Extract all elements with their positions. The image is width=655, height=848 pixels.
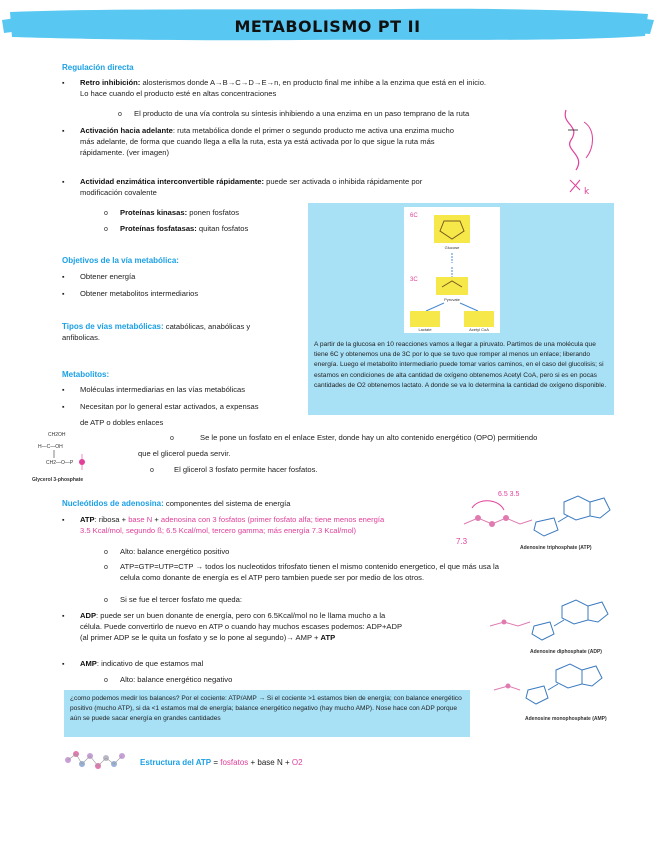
bullet: ▪ <box>62 661 65 668</box>
metabolito-item: Necesitan por lo general estar activados, a expensas <box>80 402 259 411</box>
svg-text:H—C—OH: H—C—OH <box>38 444 63 450</box>
bullet: ▪ <box>62 613 65 620</box>
atp-molecule-model <box>60 744 134 776</box>
fosfatasas-line <box>120 224 248 235</box>
amp-caption: Adenosine monophosphate (AMP) <box>525 716 607 722</box>
atp-paragraph <box>80 515 460 537</box>
adp-text2: célula. Puede convertirlo de nuevo en ATP o cuando hay muchos escases podemos: ADP+ADP <box>80 621 403 631</box>
bullet: ▪ <box>62 128 65 135</box>
sub-bullet: o <box>118 111 122 118</box>
glycolysis-figure <box>404 207 500 333</box>
activacion-paragraph <box>80 126 550 158</box>
atp-sub2 <box>120 562 600 584</box>
sub-bullet: o <box>104 677 108 684</box>
actividad-label: Actividad enzimática interconvertible rápidamente: <box>80 177 264 186</box>
atp-caption: Adenosine triphosphate (ATP) <box>520 545 592 551</box>
amp-text: : indicativo de que estamos mal <box>96 659 204 668</box>
svg-text:CH2—O—P: CH2—O—P <box>46 460 74 466</box>
heading-tipos: Tipos de vías metabólicas: <box>62 322 164 331</box>
objetivo-item: Obtener energía <box>80 272 136 281</box>
sub-bullet: o <box>104 210 108 217</box>
retro-sub: El producto de una vía controla su síntesis inhibiendo a una enzima en un paso temprano de la ruta <box>134 109 470 118</box>
acetyl-label: Acetyl CoA <box>469 327 489 332</box>
svg-text:k: k <box>584 187 590 197</box>
activacion-text3: rápidamente. (ver imagen) <box>80 147 170 157</box>
metabolito-sub1b: que el glicerol pueda servir. <box>138 449 231 458</box>
atp-sub2b-text: celula como donante de energía es el ATP pero tambien puede ser por medio de los otros. <box>120 572 425 582</box>
estructura-label: Estructura del ATP <box>140 758 212 767</box>
pyruvate-label: Pyruvate <box>444 297 460 302</box>
sub-bullet: o <box>104 597 108 604</box>
atp-sub1: Alto: balance energético positivo <box>120 547 230 556</box>
metabolito-sub2: El glicerol 3 fosfato permite hacer fosfatos. <box>174 465 318 474</box>
annot-energies: 6.5 3.5 <box>498 491 520 498</box>
retro-text2: Lo hace cuando el producto esté en altas concentraciones <box>80 88 277 98</box>
atp-label: ATP <box>80 515 95 524</box>
activacion-text2: más adelante, de forma que cuando llega a ella la ruta, esta ya está activada por lo que sigue la ruta más <box>80 136 435 146</box>
sub-bullet: o <box>104 549 108 556</box>
kinasas-line <box>120 208 239 219</box>
bullet: ▪ <box>62 387 65 394</box>
estructura-eq: = <box>211 758 221 767</box>
page-title: METABOLISMO PT II <box>234 17 421 36</box>
bullet: ▪ <box>62 274 65 281</box>
atp-sub2-text: ATP=GTP=UTP=CTP → todos los nucleotidos trifosfato tienen el mismo contenido energetico, el que más usa la <box>120 562 499 571</box>
metabolito-sub1 <box>200 433 630 444</box>
amp-structure-figure <box>488 660 618 712</box>
glycerol-3-phosphate-figure <box>32 428 112 478</box>
fosfatasas-label: Proteínas fosfatasas: <box>120 224 197 233</box>
annot-gamma: 7.3 <box>456 537 468 546</box>
estructura-o2: O2 <box>291 758 303 767</box>
adp-label: ADP <box>80 611 97 620</box>
metabolito-sub1-text: Se le pone un fosfato en el enlace Ester, donde hay un alto contenido energético (OPO) permitiendo <box>200 433 538 442</box>
fosfatasas-text: quitan fosfatos <box>196 224 249 233</box>
kinasas-label: Proteínas kinasas: <box>120 208 188 217</box>
heading-nucleotidos: Nucleótidos de adenosina: <box>62 499 164 508</box>
kinasas-text: ponen fosfatos <box>187 208 240 217</box>
actividad-text2: modificación covalente <box>80 187 157 197</box>
activacion-text: : ruta metabólica donde el primer o segundo producto me activa una enzima mucho <box>172 126 454 135</box>
lactate-label: Lactate <box>418 327 432 332</box>
retro-label: Retro inhibición: <box>80 78 141 87</box>
estructura-rest: + base N + <box>248 758 292 767</box>
heading-regulacion: Regulación directa <box>62 63 134 72</box>
svg-text:CH2OH: CH2OH <box>48 432 66 438</box>
atp-text2: + <box>152 515 161 524</box>
atp-pink1: base N <box>128 515 153 524</box>
actividad-text: puede ser activada o inhibida rápidamente por <box>264 177 423 186</box>
amp-line <box>80 659 203 670</box>
panel-caption: A partir de la glucosa en 10 reacciones vamos a llegar a piruvato. Partimos de una molécula que tiene 6C y obtenemos una de 3C por lo que se tuvo que romper al menos un enlace; liberando energía. Luego el metabolito intermediario puede tomar varios caminos, en el caso del glucolisis; si estamos en condiciones de alta cantidad de oxígeno obtenemos Acetyl CoA, pero si es en pocas cantidades de O2 obtenemos lactato. A donde se va lo determina la cantidad de oxígeno disponible. <box>314 341 607 389</box>
balance-callout: ¿como podemos medir los balances? Por el cociente: ATP/AMP → Si el cociente >1 estamos bien de energía; con balance energético positivo (mucho ATP), si da <1 estamos mal de energía; balance energético negativo (hay mucho AMP). Nose hace con ADP porque aún se puede sacar energía en grandes cantidades <box>64 690 470 737</box>
objetivo-item: Obtener metabolitos intermediarios <box>80 289 199 298</box>
title-banner <box>0 6 655 46</box>
adp-structure-figure <box>486 596 616 648</box>
atp-sub3: Si se fue el tercer fosfato me queda: <box>120 595 242 604</box>
glucose-label: Glucose <box>444 245 460 250</box>
tipos-paragraph <box>62 321 302 344</box>
tipos-text2: anfibolicas. <box>62 332 100 342</box>
adp-caption: Adenosine diphosphate (ADP) <box>530 649 602 655</box>
metabolito-item: Moléculas intermediarias en las vías metabólicas <box>80 385 246 394</box>
glycolysis-panel <box>308 203 614 415</box>
handwritten-sketch <box>556 100 606 200</box>
retro-paragraph <box>80 78 600 100</box>
adp-text: : puede ser un buen donante de energía, pero con 6.5Kcal/mol no le llama mucho a la <box>96 611 386 620</box>
atp-pink3: 3.5 Kcal/mol, segundo ß; 6.5 Kcal/mol, tercero gamma; más energía 7.3 Kcal/mol) <box>80 525 357 535</box>
activacion-label: Activación hacia adelante <box>80 126 173 135</box>
svg-text:3C: 3C <box>410 277 418 283</box>
atp-pink2: adenosina con 3 fosfatos (primer fosfato alfa; tiene menos energía <box>160 515 385 524</box>
tipos-text: catabólicas, anabólicas y <box>163 322 251 331</box>
metabolito-item-cont: de ATP o dobles enlaces <box>80 418 164 427</box>
atp-structure-figure <box>458 488 618 548</box>
actividad-paragraph <box>80 177 550 199</box>
atp-text: : ribosa + <box>94 515 129 524</box>
adp-text3: (al primer ADP se le quita un fosfato y se lo pone al segundo)→ AMP + <box>80 632 321 642</box>
amp-label: AMP <box>80 659 97 668</box>
adp-paragraph <box>80 611 470 643</box>
heading-metabolitos: Metabolitos: <box>62 370 110 379</box>
retro-text: alosterismos donde A→B→C→D→E→n, en producto final me inhibe a la enzima que está en el inicio. <box>140 78 487 87</box>
svg-text:6C: 6C <box>410 213 418 219</box>
estructura-line <box>140 757 303 768</box>
sub-bullet: o <box>170 435 174 442</box>
heading-objetivos: Objetivos de la vía metabólica: <box>62 256 179 265</box>
sub-bullet: o <box>104 226 108 233</box>
bullet: ▪ <box>62 291 65 298</box>
nucleotidos-heading-line <box>62 498 290 510</box>
sub-bullet: o <box>104 564 108 571</box>
estructura-fosfatos: fosfatos <box>220 758 249 767</box>
sub-bullet: o <box>150 467 154 474</box>
amp-sub: Alto: balance energético negativo <box>120 675 233 684</box>
nucleotidos-heading-text: componentes del sistema de energía <box>163 499 291 508</box>
bullet: ▪ <box>62 179 65 186</box>
bullet: ▪ <box>62 80 65 87</box>
glycerol-caption: Glycerol 3-phosphate <box>32 477 84 483</box>
bullet: ▪ <box>62 517 65 524</box>
adp-text3-bold: ATP <box>320 632 336 642</box>
bullet: ▪ <box>62 404 65 411</box>
